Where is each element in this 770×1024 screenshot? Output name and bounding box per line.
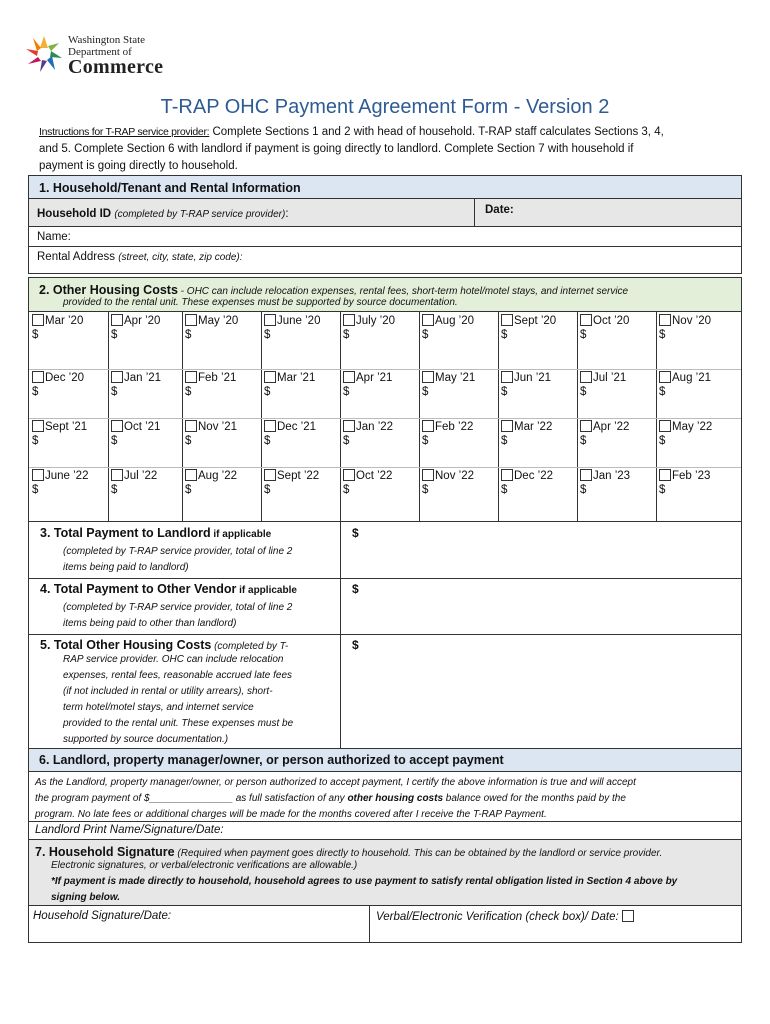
month-label: July ’20 (356, 315, 395, 327)
month-checkbox[interactable] (185, 371, 197, 383)
grid-divider (29, 418, 741, 419)
household-id-colon: : (285, 208, 289, 220)
month-checkbox[interactable] (422, 469, 434, 481)
month-label: May ’22 (672, 421, 713, 433)
month-cell (343, 371, 392, 398)
month-cell (111, 420, 160, 447)
month-checkbox[interactable] (111, 469, 123, 481)
month-amount[interactable]: $ (343, 329, 350, 341)
instructions-text: Complete Sections 1 and 2 with head of household. T-RAP staff calculates Sections 3, 4, and 5. Complete Section 6 with landlord if payment is going directly to landlord. Complete Section 7 with household if payment is going directly to household. (39, 126, 664, 172)
section5-note-line: RAP service provider. OHC can include relocation (63, 654, 284, 665)
month-label: Oct ’20 (593, 315, 630, 327)
section2-title: 2. Other Housing Costs (39, 283, 178, 297)
section5-note-line: supported by source documentation.) (63, 734, 229, 745)
month-label: Dec ’22 (514, 470, 553, 482)
month-cell (659, 420, 712, 447)
section4-label (40, 582, 336, 632)
landlord-signature-field[interactable] (28, 821, 742, 840)
month-checkbox[interactable] (32, 469, 44, 481)
name-label: Name: (37, 231, 71, 243)
month-checkbox[interactable] (32, 420, 44, 432)
rental-address-label: Rental Address (37, 251, 115, 263)
month-checkbox[interactable] (659, 371, 671, 383)
month-cell (659, 371, 711, 398)
section3-title: 3. Total Payment to Landlord (40, 526, 211, 540)
month-cell (264, 469, 319, 496)
month-label: Nov ’21 (198, 421, 237, 433)
month-label: Nov ’20 (672, 315, 711, 327)
logo-line-3: Commerce (68, 56, 164, 78)
month-amount[interactable]: $ (185, 484, 192, 496)
section7-bold-1: *If payment is made directly to household, household agrees to use payment to satisfy rental obligation listed in Section 4 above by (51, 876, 678, 887)
month-label: Mar ’20 (45, 315, 84, 327)
logo-line-1: Washington State (68, 34, 146, 46)
month-amount[interactable]: $ (659, 435, 666, 447)
section3-label (40, 526, 336, 576)
grid-divider (498, 312, 499, 521)
section3-amount[interactable]: $ (352, 526, 359, 540)
month-checkbox[interactable] (659, 314, 671, 326)
grid-divider (29, 467, 741, 468)
section5-title-note: (completed by T- (211, 641, 289, 652)
month-cell (111, 371, 161, 398)
month-label: May ’20 (198, 315, 239, 327)
section7-note-2: Electronic signatures, or verbal/electronic verifications are allowable.) (51, 860, 358, 871)
month-checkbox[interactable] (264, 314, 276, 326)
month-checkbox[interactable] (111, 420, 123, 432)
grid-divider (419, 312, 420, 521)
month-checkbox[interactable] (264, 420, 276, 432)
month-amount[interactable]: $ (264, 484, 271, 496)
month-cell (422, 371, 475, 398)
month-label: Aug ’22 (198, 470, 238, 482)
month-cell (185, 371, 236, 398)
month-checkbox[interactable] (501, 469, 513, 481)
month-amount[interactable]: $ (343, 386, 350, 398)
month-amount[interactable]: $ (343, 435, 350, 447)
month-checkbox[interactable] (501, 314, 513, 326)
month-cell (501, 420, 552, 447)
month-amount[interactable]: $ (32, 329, 39, 341)
month-checkbox[interactable] (343, 314, 355, 326)
month-label: Dec ’21 (277, 421, 316, 433)
month-checkbox[interactable] (659, 469, 671, 481)
month-checkbox[interactable] (111, 371, 123, 383)
month-checkbox[interactable] (659, 420, 671, 432)
month-label: Aug ’21 (672, 372, 712, 384)
month-label: Aug ’20 (435, 315, 475, 327)
page-title: T-RAP OHC Payment Agreement Form - Version 2 (160, 96, 610, 118)
month-amount[interactable]: $ (111, 329, 118, 341)
month-cell (580, 420, 629, 447)
month-label: Apr ’21 (356, 372, 393, 384)
section3-note-1: (completed by T-RAP service provider, total of line 2 (63, 546, 293, 557)
cert-line-2b: other housing costs (347, 793, 443, 804)
month-cell (185, 469, 237, 496)
month-amount[interactable]: $ (501, 435, 508, 447)
month-cell (422, 314, 474, 341)
month-amount[interactable]: $ (501, 329, 508, 341)
section5-amount[interactable]: $ (352, 638, 359, 652)
section2-desc-2: provided to the rental unit. These expenses must be supported by source documentation. (63, 297, 458, 308)
month-checkbox[interactable] (111, 314, 123, 326)
month-label: Jan ’21 (124, 372, 162, 384)
month-cell (343, 469, 392, 496)
month-checkbox[interactable] (264, 371, 276, 383)
month-checkbox[interactable] (501, 371, 513, 383)
month-cell (659, 314, 711, 341)
month-cell (111, 314, 160, 341)
section5-label (40, 638, 336, 748)
month-cell (580, 469, 630, 496)
month-cell (501, 314, 556, 341)
month-amount[interactable]: $ (264, 386, 271, 398)
month-label: Mar ’21 (277, 372, 316, 384)
section5-note (40, 652, 336, 748)
month-amount[interactable]: $ (185, 435, 192, 447)
month-cell (185, 314, 238, 341)
household-id-cell (28, 198, 475, 227)
month-checkbox[interactable] (580, 371, 592, 383)
date-label: Date: (485, 204, 514, 216)
month-cell (343, 420, 393, 447)
month-amount[interactable]: $ (343, 484, 350, 496)
month-amount[interactable]: $ (111, 386, 118, 398)
month-amount[interactable]: $ (422, 386, 429, 398)
month-cell (32, 469, 88, 496)
section5-note-line: expenses, rental fees, reasonable accrued late fees (63, 670, 293, 681)
section7-title: 7. Household Signature (35, 845, 175, 859)
cert-line-1: As the Landlord, property manager/owner, or person authorized to accept payment, I certify the above information is true and will accept (35, 777, 636, 788)
cert-line-2a: the program payment of $_______________ as full satisfaction of any (35, 793, 348, 804)
section2-desc-1: - OHC can include relocation expenses, rental fees, short-term hotel/motel stays, and internet service (177, 286, 629, 297)
month-checkbox[interactable] (343, 371, 355, 383)
month-amount[interactable]: $ (422, 484, 429, 496)
date-cell[interactable] (474, 198, 742, 227)
household-id-label: Household ID (37, 208, 112, 220)
month-amount[interactable]: $ (185, 329, 192, 341)
month-checkbox[interactable] (185, 314, 197, 326)
logo-line-2: Department of (68, 46, 132, 58)
grid-divider (108, 312, 109, 521)
section6-certification (28, 771, 742, 822)
month-checkbox[interactable] (580, 314, 592, 326)
month-amount[interactable]: $ (185, 386, 192, 398)
month-amount[interactable]: $ (501, 484, 508, 496)
month-label: Sept ’22 (277, 470, 320, 482)
cert-line-2c: balance owed for the months paid by the (443, 793, 626, 804)
month-amount[interactable]: $ (580, 435, 587, 447)
month-label: Nov ’22 (435, 470, 474, 482)
month-checkbox[interactable] (343, 420, 355, 432)
month-label: Oct ’22 (356, 470, 393, 482)
grid-divider (182, 312, 183, 521)
landlord-signature-label: Landlord Print Name/Signature/Date: (35, 824, 224, 836)
month-label: Feb ’22 (435, 421, 474, 433)
section3-suffix: if applicable (210, 529, 272, 540)
month-cell (32, 314, 83, 341)
month-grid (28, 311, 742, 522)
grid-divider (656, 312, 657, 521)
verbal-verification-checkbox[interactable] (622, 910, 634, 922)
month-label: Feb ’23 (672, 470, 711, 482)
month-amount[interactable]: $ (111, 484, 118, 496)
month-amount[interactable]: $ (580, 484, 587, 496)
cert-line-3: program. No late fees or additional charges will be made for the months covered after I receive the T-RAP Payment. (35, 809, 547, 820)
month-cell (264, 314, 320, 341)
section3-note-2: items being paid to landlord) (63, 562, 189, 573)
month-amount[interactable]: $ (32, 484, 39, 496)
month-label: Apr ’22 (593, 421, 630, 433)
month-checkbox[interactable] (580, 420, 592, 432)
month-amount[interactable]: $ (32, 386, 39, 398)
month-cell (501, 469, 553, 496)
month-cell (580, 371, 626, 398)
section4-amount[interactable]: $ (352, 582, 359, 596)
section4-title: 4. Total Payment to Other Vendor (40, 582, 237, 596)
month-label: Jul ’22 (124, 470, 158, 482)
month-label: Dec ’20 (45, 372, 84, 384)
section5-title: 5. Total Other Housing Costs (40, 638, 212, 652)
instructions (39, 124, 679, 175)
section4-suffix: if applicable (236, 585, 297, 596)
name-field[interactable] (28, 226, 742, 247)
month-amount[interactable]: $ (264, 329, 271, 341)
month-cell (185, 420, 237, 447)
month-cell (111, 469, 157, 496)
verbal-verification-label: Verbal/Electronic Verification (check box)/ Date: (376, 911, 619, 923)
section1-title: 1. Household/Tenant and Rental Information (39, 181, 301, 195)
section2-header (28, 277, 742, 312)
month-checkbox[interactable] (343, 469, 355, 481)
section6-header (28, 748, 742, 772)
month-amount[interactable]: $ (659, 329, 666, 341)
month-label: Sept ’20 (514, 315, 557, 327)
month-cell (343, 314, 395, 341)
starburst-logo-icon (24, 34, 64, 74)
household-signature-field[interactable] (28, 905, 370, 943)
household-id-note: (completed by T-RAP service provider) (114, 209, 286, 220)
month-cell (422, 469, 474, 496)
month-cell (580, 314, 629, 341)
month-label: Feb ’21 (198, 372, 237, 384)
month-cell (264, 420, 316, 447)
month-label: Jul ’21 (593, 372, 627, 384)
verbal-verification-field (369, 905, 742, 943)
month-label: Jan ’22 (356, 421, 394, 433)
month-label: Jan ’23 (593, 470, 631, 482)
month-checkbox[interactable] (32, 371, 44, 383)
month-checkbox[interactable] (32, 314, 44, 326)
instructions-label: Instructions for T-RAP service provider: (39, 126, 210, 138)
section4-note-2: items being paid to other than landlord) (63, 618, 237, 629)
grid-divider (261, 312, 262, 521)
month-amount[interactable]: $ (32, 435, 39, 447)
month-label: June ’22 (45, 470, 89, 482)
month-amount[interactable]: $ (422, 435, 429, 447)
grid-divider (340, 312, 341, 521)
month-checkbox[interactable] (501, 420, 513, 432)
month-amount[interactable]: $ (580, 329, 587, 341)
section7-note-1: (Required when payment goes directly to household. This can be obtained by the landlord or service provider. (174, 848, 663, 859)
section6-title: 6. Landlord, property manager/owner, or person authorized to accept payment (39, 753, 504, 767)
section1-header (28, 175, 742, 199)
month-checkbox[interactable] (185, 469, 197, 481)
grid-divider (577, 312, 578, 521)
month-label: June ’20 (277, 315, 321, 327)
month-amount[interactable]: $ (659, 484, 666, 496)
month-checkbox[interactable] (422, 371, 434, 383)
month-amount[interactable]: $ (264, 435, 271, 447)
month-amount[interactable]: $ (111, 435, 118, 447)
month-checkbox[interactable] (580, 469, 592, 481)
month-amount[interactable]: $ (580, 386, 587, 398)
month-amount[interactable]: $ (501, 386, 508, 398)
commerce-logo (24, 34, 164, 76)
month-checkbox[interactable] (422, 314, 434, 326)
month-label: Apr ’20 (124, 315, 161, 327)
month-label: Mar ’22 (514, 421, 553, 433)
rental-address-field[interactable] (28, 246, 742, 274)
month-cell (264, 371, 315, 398)
section5-note-line: (if not included in rental or utility arrears), short- (63, 686, 273, 697)
month-cell (659, 469, 710, 496)
month-amount[interactable]: $ (659, 386, 666, 398)
section4-note-1: (completed by T-RAP service provider, total of line 2 (63, 602, 293, 613)
month-checkbox[interactable] (185, 420, 197, 432)
month-label: Jun ’21 (514, 372, 552, 384)
month-cell (501, 371, 551, 398)
month-cell (32, 371, 84, 398)
rental-address-note: (street, city, state, zip code): (118, 252, 243, 263)
household-signature-label: Household Signature/Date: (33, 910, 172, 922)
month-cell (422, 420, 473, 447)
month-cell (32, 420, 87, 447)
section7-bold-2: signing below. (51, 892, 121, 903)
month-checkbox[interactable] (264, 469, 276, 481)
section5-note-line: term hotel/motel stays, and internet service (63, 702, 254, 713)
month-checkbox[interactable] (422, 420, 434, 432)
month-label: Oct ’21 (124, 421, 161, 433)
section5-note-line: provided to the rental unit. These expenses must be (63, 718, 294, 729)
section7-header (28, 839, 742, 906)
month-label: Sept ’21 (45, 421, 88, 433)
grid-divider (29, 369, 741, 370)
month-amount[interactable]: $ (422, 329, 429, 341)
month-label: May ’21 (435, 372, 476, 384)
